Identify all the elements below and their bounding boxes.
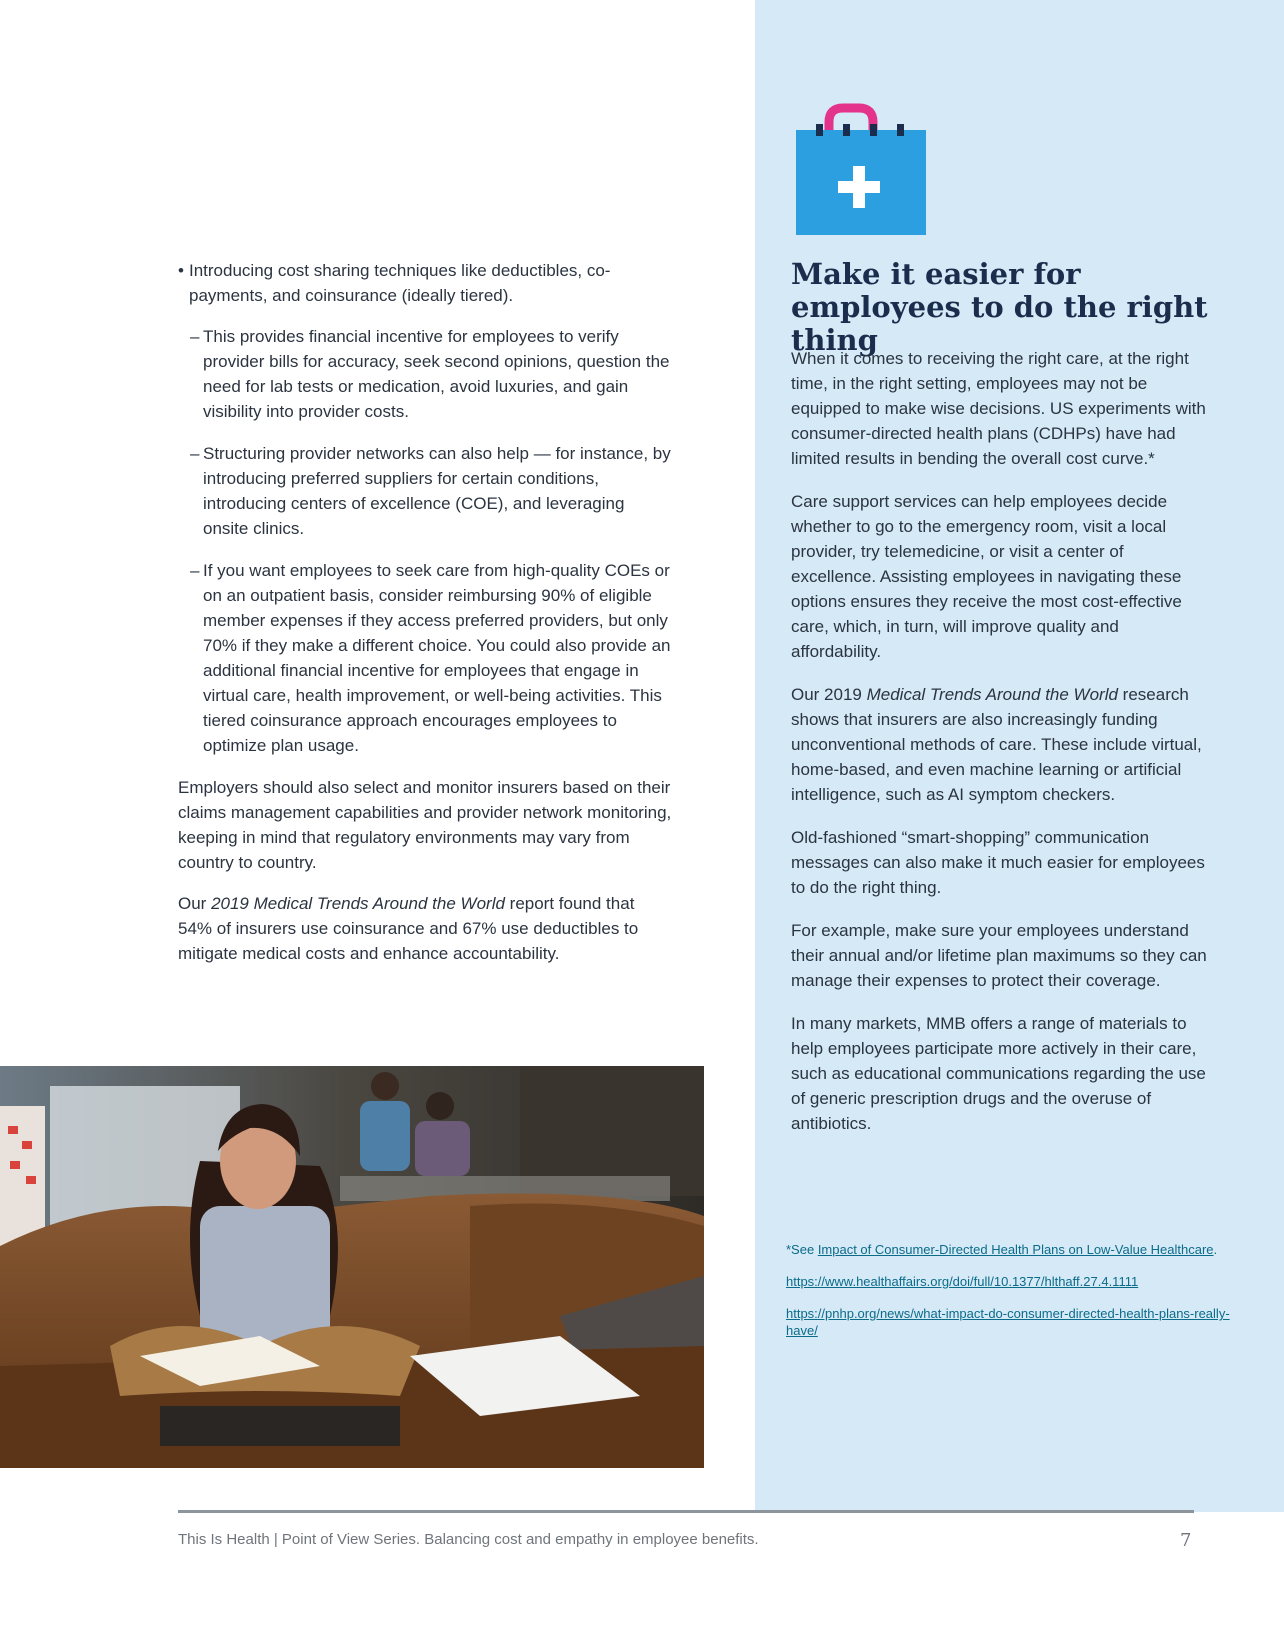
bullet-item: • Introducing cost sharing techniques like deductibles, co-payments, and coinsurance (ideally tiered). (178, 258, 673, 308)
bullet-dot-icon: • (178, 261, 184, 280)
sidebar-paragraph: Care support services can help employees decide whether to go to the emergency room, visit a local provider, try telemedicine, or visit a center of excellence. Assisting employees in navigating these options ensures they receive the most cost-effective care, which, in turn, will improve quality and affordability. (791, 492, 1182, 661)
reference-link[interactable]: Impact of Consumer-Directed Health Plans on Low-Value Healthcare (817, 1242, 1214, 1257)
reference-see: *See Impact of Consumer-Directed Health Plans on Low-Value Healthcare. (786, 1242, 1218, 1257)
page-number: 7 (1180, 1530, 1192, 1551)
dash-icon: – (190, 327, 200, 346)
sub-item: – If you want employees to seek care from high-quality COEs or on an outpatient basis, consider reimbursing 90% of eligible member expenses if they access preferred providers, but only 70% if they make a different choice. You could also provide an additional financial incentive for employees that engage in virtual care, health improvement, or well-being activities. This tiered coinsurance approach encourages employees to optimize plan usage. (190, 558, 673, 758)
trends-paragraph: Our 2019 Medical Trends Around the World report found that 54% of insurers use coinsurance and 67% use deductibles to mitigate medical costs and enhance accountability. (178, 894, 639, 963)
sidebar-paragraph: When it comes to receiving the right care, at the right time, in the right setting, employees may not be equipped to make wise decisions. US experiments with consumer-directed health plans (CDHPs) have had limited results in bending the overall cost curve.* (791, 349, 1206, 468)
sidebar-title: Make it easier for employees to do the right thing (791, 257, 1208, 357)
photo-woman-on-sofa (0, 1066, 704, 1468)
medical-kit-icon (796, 102, 926, 235)
footer-text: This Is Health | Point of View Series. Balancing cost and empathy in employee benefits. (178, 1531, 759, 1548)
reference-url-1[interactable]: https://www.healthaffairs.org/doi/full/10.1377/hlthaff.27.4.1111 (786, 1274, 1139, 1289)
references (786, 1241, 1236, 1354)
sidebar-paragraph: In many markets, MMB offers a range of materials to help employees participate more actively in their care, such as educational communications regarding the use of generic prescription drugs and the overuse of antibiotics. (791, 1014, 1206, 1133)
sub-item: – This provides financial incentive for employees to verify provider bills for accuracy, seek second opinions, question the need for lab tests or medication, avoid luxuries, and gain visibility into provider costs. (190, 324, 673, 424)
dash-icon: – (190, 561, 200, 580)
dash-icon: – (190, 444, 200, 463)
footer-divider (178, 1510, 1194, 1513)
reference-url-2[interactable]: https://pnhp.org/news/what-impact-do-consumer-directed-health-plans-really-have/ (786, 1306, 1230, 1338)
sidebar-body (791, 346, 1211, 1154)
sidebar-paragraph: Old-fashioned “smart-shopping” communication messages can also make it much easier for employees to do the right thing. (791, 828, 1205, 897)
main-column (178, 258, 673, 982)
body-paragraph: Employers should also select and monitor insurers based on their claims management capabilities and provider network monitoring, keeping in mind that regulatory environments may vary from country to country. (178, 778, 672, 872)
sidebar-trends-paragraph: Our 2019 Medical Trends Around the World research shows that insurers are also increasingly funding unconventional methods of care. These include virtual, home-based, and even machine learning or artificial intelligence, such as AI symptom checkers. (791, 685, 1202, 804)
sub-item: – Structuring provider networks can also help — for instance, by introducing preferred suppliers for certain conditions, introducing centers of excellence (COE), and leveraging onsite clinics. (190, 441, 673, 541)
sidebar-paragraph: For example, make sure your employees understand their annual and/or lifetime plan maximums so they can manage their expenses to protect their coverage. (791, 921, 1207, 990)
